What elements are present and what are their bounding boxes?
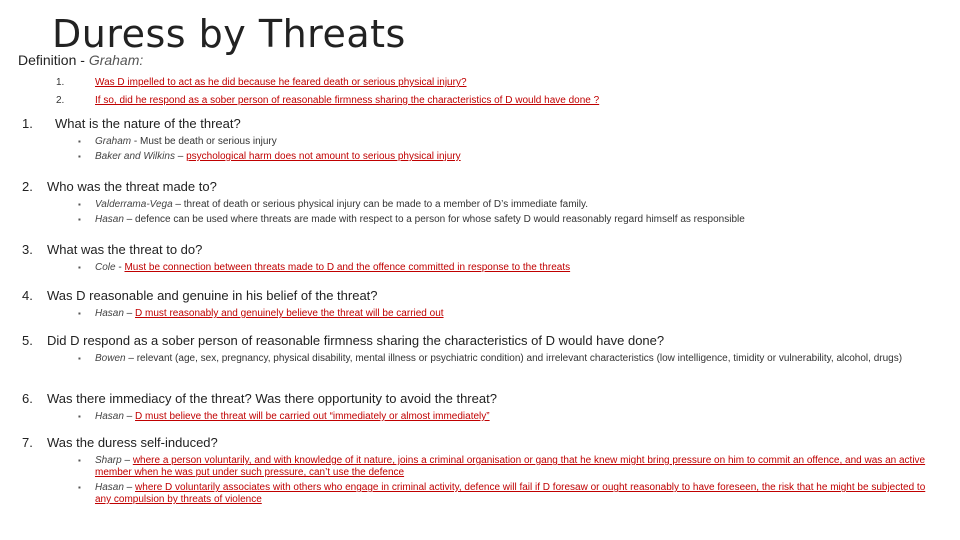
definition-item-text: Was D impelled to act as he did because he feared death or serious physical injury? [95, 77, 467, 88]
case-name: Hasan [95, 214, 124, 225]
section-question-row [22, 241, 942, 259]
bullet-separator: – [172, 199, 184, 210]
section-question-row [22, 115, 942, 133]
definition-item-text: If so, did he respond as a sober person of reasonable firmness sharing the characteristics of D would have done ? [95, 95, 600, 106]
case-name: Sharp [95, 455, 122, 466]
bullet-icon: ▪ [78, 215, 81, 224]
bullet-text: psychological harm does not amount to serious physical injury [186, 151, 461, 162]
section-immediacy [22, 390, 942, 423]
bullet-item [22, 151, 942, 163]
section-question: What is the nature of the threat? [55, 116, 241, 131]
bullet-icon: ▪ [78, 200, 81, 209]
section-question: Was D reasonable and genuine in his belief of the threat? [47, 288, 378, 303]
case-name: Hasan [95, 482, 124, 493]
case-name: Hasan [95, 308, 124, 319]
bullet-separator: - [115, 262, 125, 273]
section-self-induced [22, 434, 942, 506]
definition-item [56, 92, 936, 110]
bullet-icon: ▪ [78, 354, 81, 363]
section-sober-person [22, 332, 942, 365]
bullet-item [22, 136, 942, 148]
section-reasonable-belief [22, 287, 942, 320]
bullet-separator: – [123, 214, 136, 225]
section-question-row [22, 332, 942, 350]
bullet-separator: – [121, 455, 133, 466]
section-question: What was the threat to do? [47, 242, 203, 257]
bullet-item [22, 262, 942, 274]
bullet-item [22, 482, 942, 506]
case-name: Cole [95, 262, 116, 273]
definition-case: Graham: [88, 52, 144, 68]
bullet-text: where D voluntarily associates with others who engage in criminal activity, defence will fail if D foresaw or ought reasonably to have foreseen, the risk that he might be subjected to any compulsion by threats of violence [95, 482, 926, 505]
bullet-separator: – [123, 482, 136, 493]
bullet-text: D must reasonably and genuinely believe the threat will be carried out [135, 308, 444, 319]
case-name: Baker and Wilkins [95, 151, 175, 162]
section-question: Who was the threat made to? [47, 179, 217, 194]
bullet-icon: ▪ [78, 412, 81, 421]
bullet-icon: ▪ [78, 137, 81, 146]
bullet-icon: ▪ [78, 456, 81, 465]
case-name: Bowen [95, 353, 126, 364]
bullet-item [22, 455, 942, 479]
bullet-item [22, 199, 942, 211]
bullet-separator: – [174, 151, 187, 162]
section-question: Was the duress self-induced? [47, 435, 218, 450]
case-name: Graham [95, 136, 132, 147]
section-number: 2. [22, 179, 33, 194]
bullet-text: Must be connection between threats made to D and the offence committed in response to the threats [124, 262, 571, 273]
definition-list [56, 74, 936, 110]
bullet-icon: ▪ [78, 309, 81, 318]
section-number: 6. [22, 391, 33, 406]
section-threat-made-to [22, 178, 942, 226]
bullet-text: D must believe the threat will be carried out “immediately or almost immediately” [135, 411, 490, 422]
bullet-text: defence can be used where threats are made with respect to a person for whose safety D would reasonably regard himself as responsible [135, 214, 745, 225]
bullet-text: relevant (age, sex, pregnancy, physical disability, mental illness or psychiatric condition) and irrelevant characteristics (low intelligence, timidity or vulnerability, alcohol, drugs) [136, 353, 903, 364]
bullet-text: where a person voluntarily, and with knowledge of it nature, joins a criminal organisation or gang that he knew might bring pressure on him to commit an offence, and was an active member when he was put under such pressure, can’t use the defence [95, 455, 926, 478]
section-number: 4. [22, 288, 33, 303]
bullet-separator: – [123, 411, 136, 422]
bullet-item [22, 411, 942, 423]
bullet-item [22, 308, 942, 320]
bullet-item [22, 214, 942, 226]
definition-label: Definition - [18, 52, 89, 68]
section-number: 5. [22, 333, 33, 348]
bullet-separator: - [131, 136, 141, 147]
section-number: 1. [22, 116, 33, 131]
section-question-row [22, 390, 942, 408]
section-question-row [22, 434, 942, 452]
slide-title: Duress by Threats [52, 12, 406, 56]
section-number: 3. [22, 242, 33, 257]
definition-item-number: 1. [56, 77, 65, 88]
bullet-icon: ▪ [78, 263, 81, 272]
definition-item [56, 74, 936, 92]
bullet-separator: – [123, 308, 136, 319]
case-name: Valderrama-Vega [95, 199, 173, 210]
bullet-item [22, 353, 942, 365]
case-name: Hasan [95, 411, 124, 422]
section-question-row [22, 287, 942, 305]
definition-heading [18, 52, 143, 68]
section-number: 7. [22, 435, 33, 450]
bullet-text: Must be death or serious injury [140, 136, 277, 147]
bullet-text: threat of death or serious physical injury can be made to a member of D’s immediate family. [183, 199, 589, 210]
definition-item-number: 2. [56, 95, 65, 106]
section-question-row [22, 178, 942, 196]
section-threat-to-do [22, 241, 942, 274]
bullet-icon: ▪ [78, 483, 81, 492]
section-question: Was there immediacy of the threat? Was there opportunity to avoid the threat? [47, 391, 497, 406]
bullet-icon: ▪ [78, 152, 81, 161]
bullet-separator: – [125, 353, 137, 364]
section-nature-of-threat [22, 115, 942, 163]
section-question: Did D respond as a sober person of reasonable firmness sharing the characteristics of D would have done? [47, 333, 665, 348]
